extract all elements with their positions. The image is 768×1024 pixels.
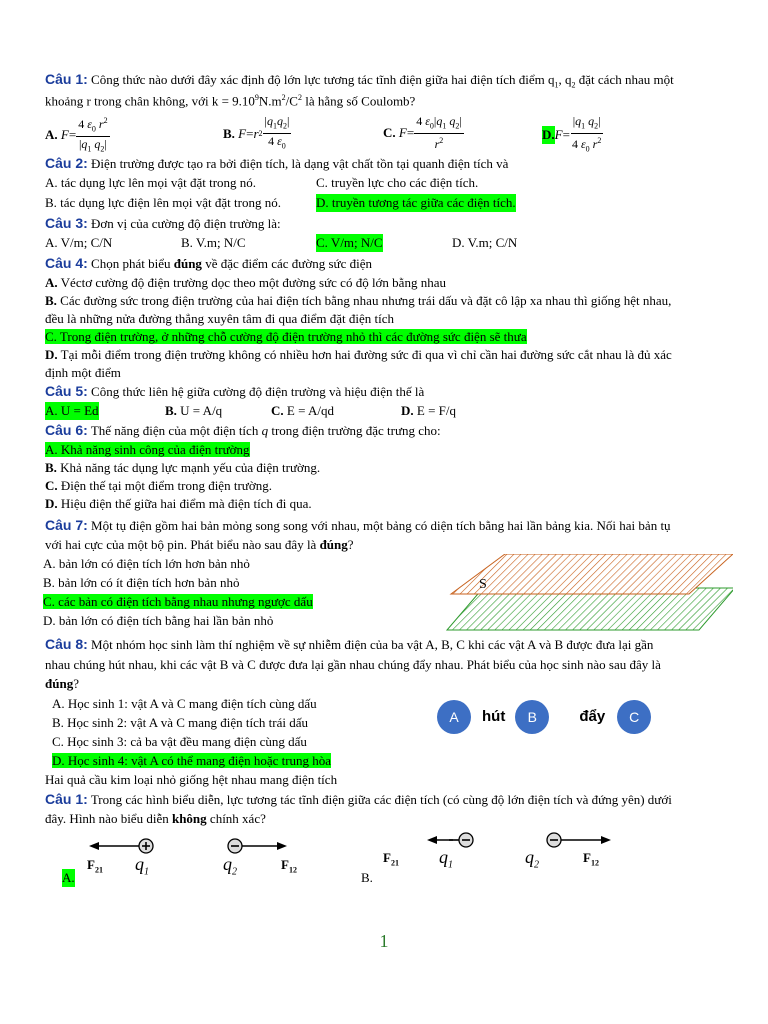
plate-label: S <box>479 577 487 592</box>
charge-q1-label-b: $q_1$ <box>439 847 453 871</box>
option-4d-cont: định một điểm <box>45 365 121 380</box>
question-1-text-line2: khoảng r trong chân không, với $k = 9.10^9N.m^2/C^2$ là hằng số Coulomb? <box>45 93 416 109</box>
option-6a[interactable]: A. Khả năng sinh công của điện trường <box>45 442 250 457</box>
question-2-label: Câu 2: <box>45 155 88 171</box>
option-8a[interactable]: A. Học sinh 1: vật A và C mang điện tích cùng dấu <box>52 696 317 711</box>
question-8 <box>45 635 723 771</box>
capacitor-plates-diagram <box>443 554 733 634</box>
option-1c[interactable]: C. F = $\frac{4 \varepsilon_0|q_1 q_2|}{r^2}$ <box>383 114 462 152</box>
figure-b[interactable] <box>361 829 661 891</box>
option-1a[interactable]: A. F = $\frac{4 \varepsilon_0 r^2}{|q_1 q_2|}$ <box>45 116 108 154</box>
question-6-label: Câu 6: <box>45 422 88 438</box>
figure-a-label: A. <box>62 870 75 885</box>
figure-b-label: B. <box>361 870 373 885</box>
force-f12-label-b: $F_{12}$ <box>583 850 599 868</box>
note-text: Hai quả cầu kim loại nhỏ giống hệt nhau mang điện tích <box>45 772 338 787</box>
force-f12-label: $F_{12}$ <box>281 857 297 875</box>
option-7d[interactable]: D. bản lớn có điện tích bằng hai lần bản nhỏ <box>43 613 274 628</box>
question-9-text-line2: đây. Hình nào biểu diễn không chính xác? <box>45 811 266 826</box>
question-7-label: Câu 7: <box>45 517 88 533</box>
question-9-label: Câu 1: <box>45 791 88 807</box>
charge-interaction-diagram <box>437 700 651 734</box>
option-5c[interactable]: C. E = A/qd <box>271 403 334 418</box>
force-diagrams <box>45 829 723 891</box>
charge-q1-label: $q_1$ <box>135 854 149 878</box>
question-9-text: Trong các hình biểu diễn, lực tương tác tĩnh điện giữa các điện tích (có cùng độ lớn điện tích và đứng yên) dưới <box>90 792 672 807</box>
question-4-label: Câu 4: <box>45 255 88 271</box>
object-a: A <box>437 700 471 734</box>
attract-label: hút <box>482 708 506 725</box>
option-6b[interactable]: B. Khả năng tác dụng lực mạnh yếu của điện trường. <box>45 460 321 475</box>
charge-q2-label: $q_2$ <box>223 854 237 878</box>
force-f21-label-b: $F_{21}$ <box>383 850 399 868</box>
question-6 <box>45 421 723 513</box>
question-9 <box>45 790 723 891</box>
option-8b[interactable]: B. Học sinh 2: vật A và C mang điện tích trái dấu <box>52 715 308 730</box>
option-4c[interactable]: C. Trong điện trường, ở những chỗ cường độ điện trường nhỏ thì các đường sức điện sẽ thưa <box>45 329 527 344</box>
question-3 <box>45 214 723 254</box>
option-5b[interactable]: B. U = A/q <box>165 403 223 418</box>
option-3b[interactable]: B. V.m; N/C <box>181 235 246 250</box>
page-number: 1 <box>379 931 389 951</box>
question-8-label: Câu 8: <box>45 636 88 652</box>
object-b: B <box>515 700 549 734</box>
question-1-options <box>45 108 723 154</box>
question-8-text-line2: nhau chúng hút nhau, khi các vật B và C được đưa lại gần nhau chúng đẩy nhau. Phát biểu của học sinh nào sau đây là <box>45 657 661 672</box>
option-7a[interactable]: A. bản lớn có điện tích lớn hơn bản nhỏ <box>43 556 250 571</box>
option-4a[interactable]: A. Véctơ cường độ điện trường dọc theo một đường sức có độ lớn bằng nhau <box>45 275 446 290</box>
question-5-label: Câu 5: <box>45 383 88 399</box>
option-7b[interactable]: B. bản lớn có ít điện tích hơn bản nhỏ <box>43 575 240 590</box>
charge-q2-label-b: $q_2$ <box>525 847 539 871</box>
question-6-text: Thế năng điện của một điện tích q trong điện trường đặc trưng cho: <box>90 423 441 438</box>
option-5d[interactable]: D. E = F/q <box>401 403 457 418</box>
option-8c[interactable]: C. Học sinh 3: cả ba vật đều mang điện cùng dấu <box>52 734 307 749</box>
question-8-text: Một nhóm học sinh làm thí nghiệm về sự nhiễm điện của ba vật A, B, C khi các vật A và B được đưa lại gần <box>91 637 654 652</box>
option-3a[interactable]: A. V/m; C/N <box>45 235 113 250</box>
question-1-label: Câu 1: <box>45 71 88 87</box>
small-plate <box>451 554 733 594</box>
question-1 <box>45 70 723 154</box>
question-4-text: Chọn phát biểu đúng về đặc điểm các đường sức điện <box>91 256 372 271</box>
option-8d[interactable]: D. Học sinh 4: vật A có thể mang điện hoặc trung hòa <box>52 753 332 768</box>
option-7c[interactable]: C. các bản có điện tích bằng nhau nhưng ngược dấu <box>43 594 313 609</box>
option-1b[interactable]: B. F = r 2 $\frac{|q_1q_2|}{4 \varepsilon_0}$ <box>223 114 290 151</box>
option-4d[interactable]: D. Tại mỗi điểm trong điện trường không có nhiều hơn hai đường sức đi qua vì chỉ cần hai đường sức cắt nhau là đủ xác <box>45 347 672 362</box>
object-c: C <box>617 700 651 734</box>
force-f21-label: $F_{21}$ <box>87 857 103 875</box>
question-1-text: Công thức nào dưới đây xác định độ lớn lực tương tác tĩnh điện giữa hai điện tích điểm $q_1$, $q_2$ đặt cách nhau một <box>91 72 674 90</box>
question-7-text: Một tụ điện gồm hai bản mỏng song song với nhau, một bảng có diện tích bằng hai lần bảng kia. Nối hai bản tụ <box>91 518 671 533</box>
document-page <box>45 70 723 891</box>
question-7 <box>45 516 723 631</box>
question-4 <box>45 254 723 382</box>
question-8-text-line3: đúng? <box>45 676 79 691</box>
option-3d[interactable]: D. V.m; C/N <box>452 235 518 250</box>
option-1d[interactable]: D. F = $\frac{|q_1 q_2|}{4 \varepsilon_0 r^2}$ <box>542 114 602 154</box>
option-2c[interactable]: C. truyền lực cho các điện tích. <box>316 175 479 190</box>
option-4b-cont: đều là những nửa đường thẳng xuyên tâm đi qua điểm đặt điện tích <box>45 311 394 326</box>
option-6d[interactable]: D. Hiệu điện thế giữa hai điểm mà điện tích đi qua. <box>45 496 312 511</box>
option-2b[interactable]: B. tác dụng lực điện lên mọi vật đặt trong nó. <box>45 195 281 210</box>
figure-a[interactable] <box>45 829 345 891</box>
option-2a[interactable]: A. tác dụng lực lên mọi vật đặt trong nó. <box>45 175 257 190</box>
question-2 <box>45 154 723 214</box>
repel-label: đẩy <box>579 708 606 725</box>
option-6c[interactable]: C. Điện thế tại một điểm trong điện trường. <box>45 478 272 493</box>
question-5 <box>45 382 723 421</box>
option-4b[interactable]: B. Các đường sức trong điện trường của hai điện tích bằng nhau nhưng trái dấu và đặt cô lập xa nhau thì giống hệt nhau, <box>45 293 672 308</box>
option-2d[interactable]: D. truyền tương tác giữa các điện tích. <box>316 195 516 210</box>
option-3c[interactable]: C. V/m; N/C <box>316 235 383 250</box>
question-3-text: Đơn vị của cường độ điện trường là: <box>91 216 281 231</box>
question-3-label: Câu 3: <box>45 215 88 231</box>
question-5-text: Công thức liên hệ giữa cường độ điện trường và hiệu điện thế là <box>91 384 425 399</box>
question-2-text: Điện trường được tạo ra bởi điện tích, là dạng vật chất tồn tại quanh điện tích và <box>91 156 509 171</box>
question-7-text-line2: với hai cực của một bộ pin. Phát biểu nào sau đây là đúng? <box>45 537 354 552</box>
option-5a[interactable]: A. U = Ed <box>45 403 99 418</box>
